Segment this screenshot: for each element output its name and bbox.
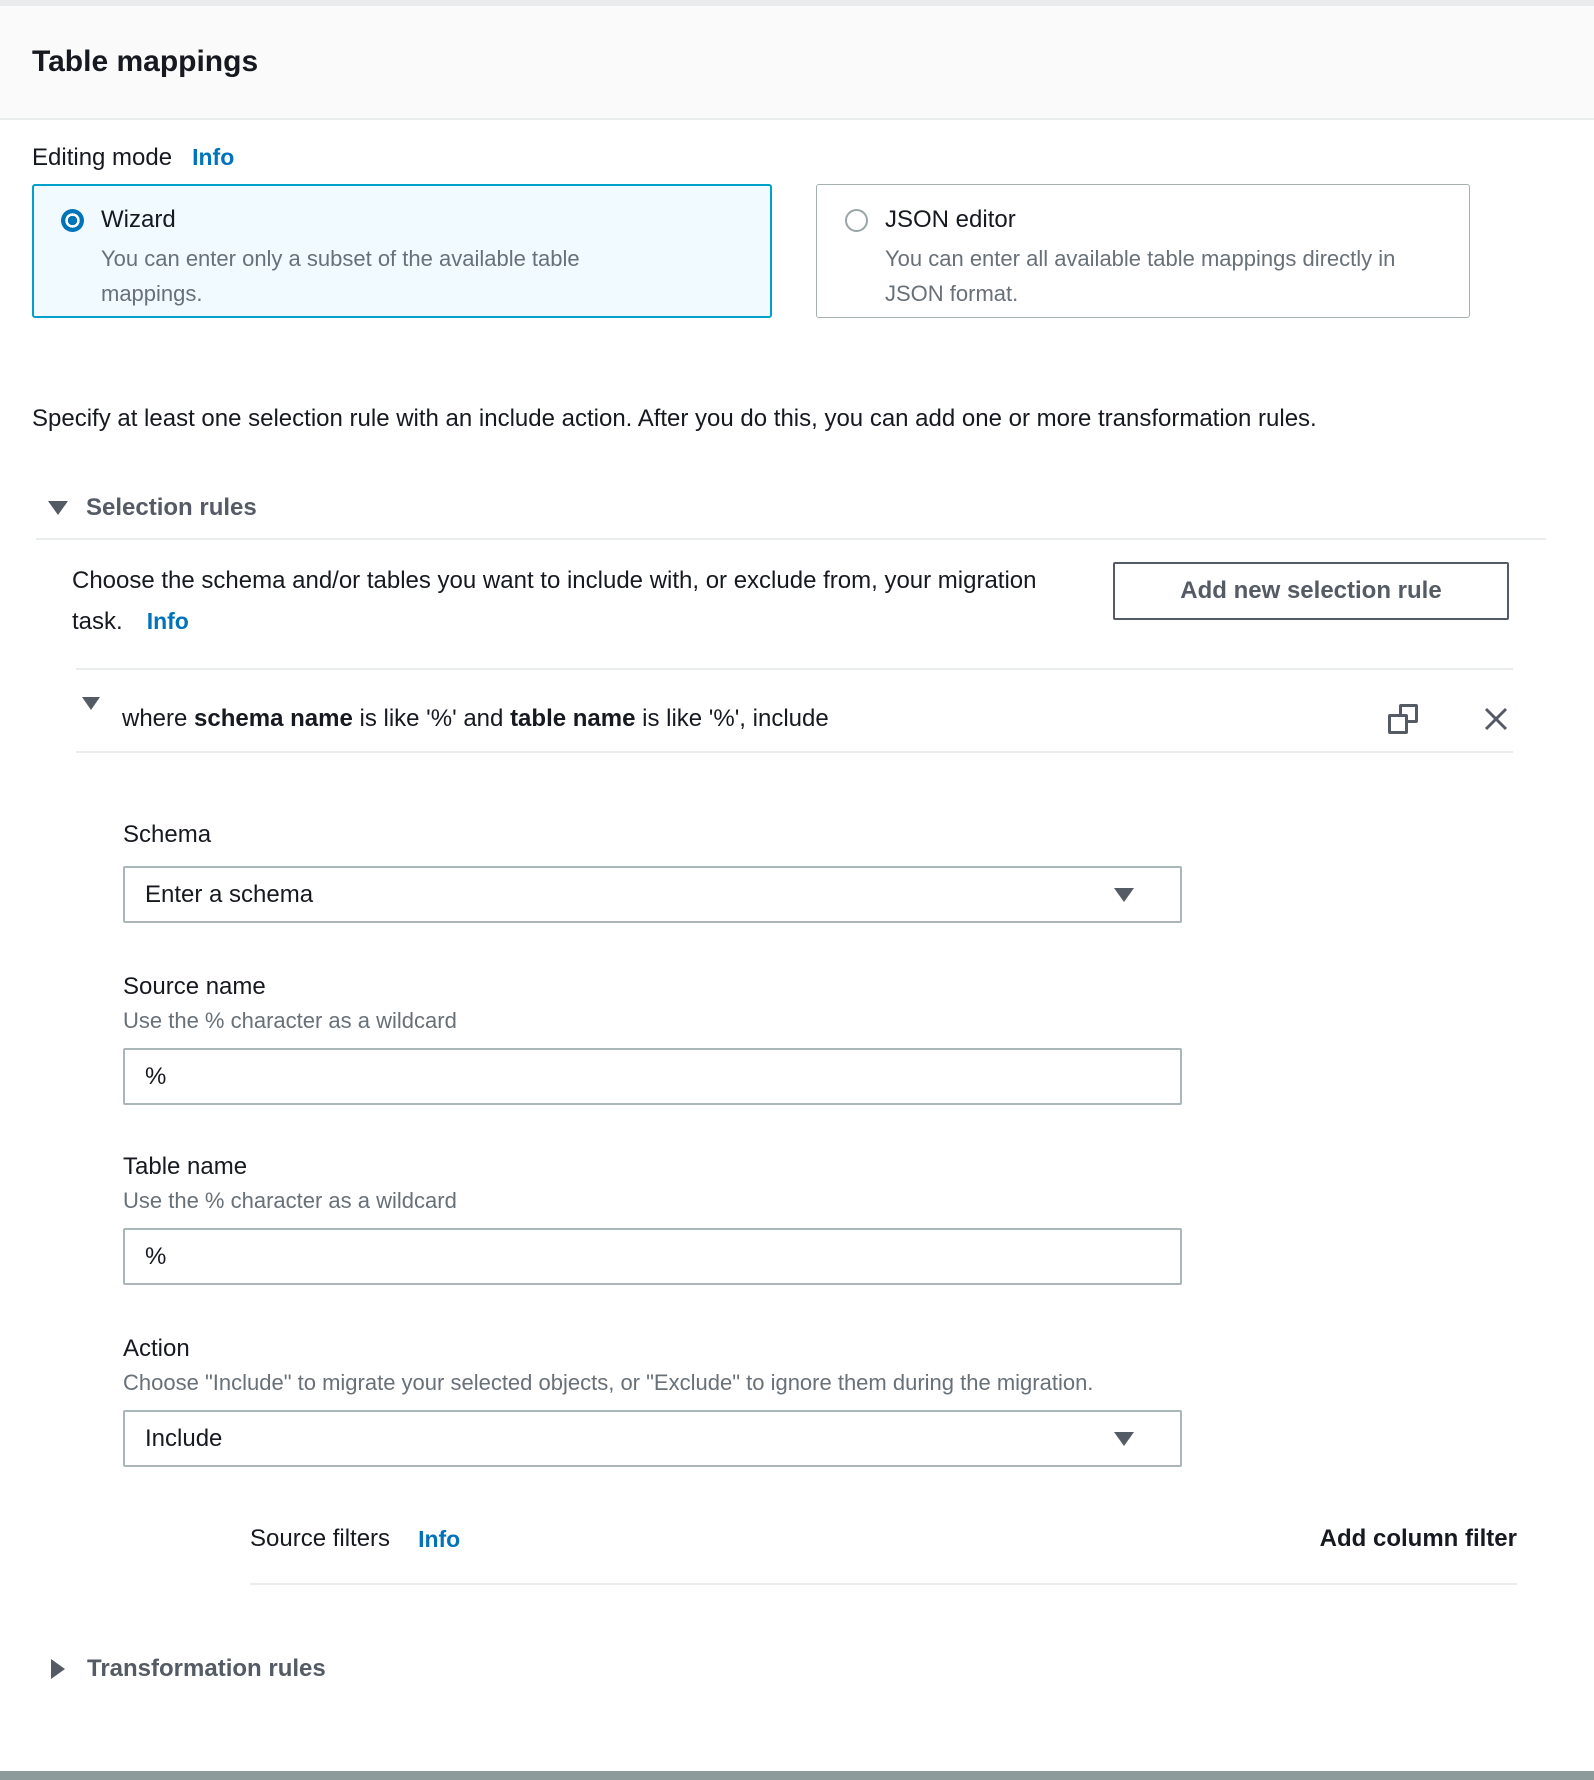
schema-select[interactable] [123, 866, 1182, 923]
wizard-radio-row [61, 206, 743, 234]
select-caret-icon [1114, 1432, 1134, 1446]
editing-mode-label: Editing mode [32, 144, 173, 171]
source-name-input[interactable] [123, 1048, 1182, 1105]
footer-strip [0, 1771, 1594, 1780]
chevron-down-icon [48, 501, 68, 515]
source-filters-row [250, 1525, 1517, 1553]
action-hint: Choose "Include" to migrate your selected objects, or "Exclude" to ignore them during the migration. [123, 1370, 1094, 1395]
selection-rules-heading: Selection rules [86, 494, 257, 521]
editing-mode-row [32, 144, 1562, 172]
editing-mode-info-link[interactable]: Info [192, 144, 235, 170]
panel-header [0, 6, 1594, 120]
divider [76, 751, 1513, 753]
selection-rules-section-header[interactable] [48, 494, 1562, 522]
panel-title: Table mappings [32, 45, 259, 78]
duplicate-rule-icon[interactable] [1388, 704, 1418, 734]
delete-rule-icon[interactable] [1482, 705, 1510, 733]
table-name-hint: Use the % character as a wildcard [123, 1188, 457, 1213]
divider [36, 538, 1546, 540]
editing-mode-options [32, 184, 1562, 318]
source-name-hint: Use the % character as a wildcard [123, 1008, 457, 1033]
selection-rules-toolbar [32, 560, 1562, 642]
json-option-description: You can enter all available table mappings directly in JSON format. [885, 246, 1396, 306]
rule-summary: where schema name is like '%' and table name is like '%', include [122, 705, 829, 732]
radio-unselected-icon[interactable] [845, 209, 868, 232]
intro-text: Specify at least one selection rule with an include action. After you do this, you can add one or more transformation rules. [32, 405, 1317, 432]
divider [76, 668, 1513, 670]
schema-select-value: Enter a schema [145, 880, 314, 908]
wizard-option-title: Wizard [101, 206, 176, 233]
table-name-label: Table name [123, 1153, 248, 1180]
transformation-rules-section-header[interactable] [51, 1655, 1562, 1683]
source-filters-info-link[interactable]: Info [418, 1525, 461, 1552]
divider [250, 1583, 1517, 1585]
json-radio-row [845, 206, 1441, 234]
selection-rule-body [123, 821, 1182, 1467]
source-filters-label: Source filters [250, 1525, 391, 1552]
add-new-selection-rule-button[interactable]: Add new selection rule [1113, 562, 1509, 620]
radio-card-wizard[interactable] [32, 184, 772, 318]
selection-rules-description: Choose the schema and/or tables you want to include with, or exclude from, your migration task. Info [72, 567, 1037, 635]
source-name-label: Source name [123, 973, 266, 1000]
transformation-rules-heading: Transformation rules [87, 1655, 326, 1682]
action-select[interactable] [123, 1410, 1182, 1467]
action-label: Action [123, 1335, 190, 1362]
table-name-input[interactable] [123, 1228, 1182, 1285]
json-option-title: JSON editor [885, 206, 1016, 233]
add-column-filter-button[interactable]: Add column filter [1319, 1525, 1517, 1552]
select-caret-icon [1114, 888, 1134, 902]
rule-chevron-down-icon[interactable] [82, 710, 100, 728]
schema-label: Schema [123, 821, 212, 848]
radio-card-json-editor[interactable] [816, 184, 1470, 318]
radio-selected-icon[interactable] [61, 209, 84, 232]
chevron-right-icon [51, 1659, 65, 1679]
wizard-option-description: You can enter only a subset of the available table mappings. [101, 246, 580, 306]
action-select-value: Include [145, 1424, 223, 1452]
panel-content [0, 144, 1594, 1683]
selection-rules-info-link[interactable]: Info [146, 608, 189, 634]
selection-rule-header [32, 704, 1562, 734]
rule-actions [1388, 704, 1510, 734]
